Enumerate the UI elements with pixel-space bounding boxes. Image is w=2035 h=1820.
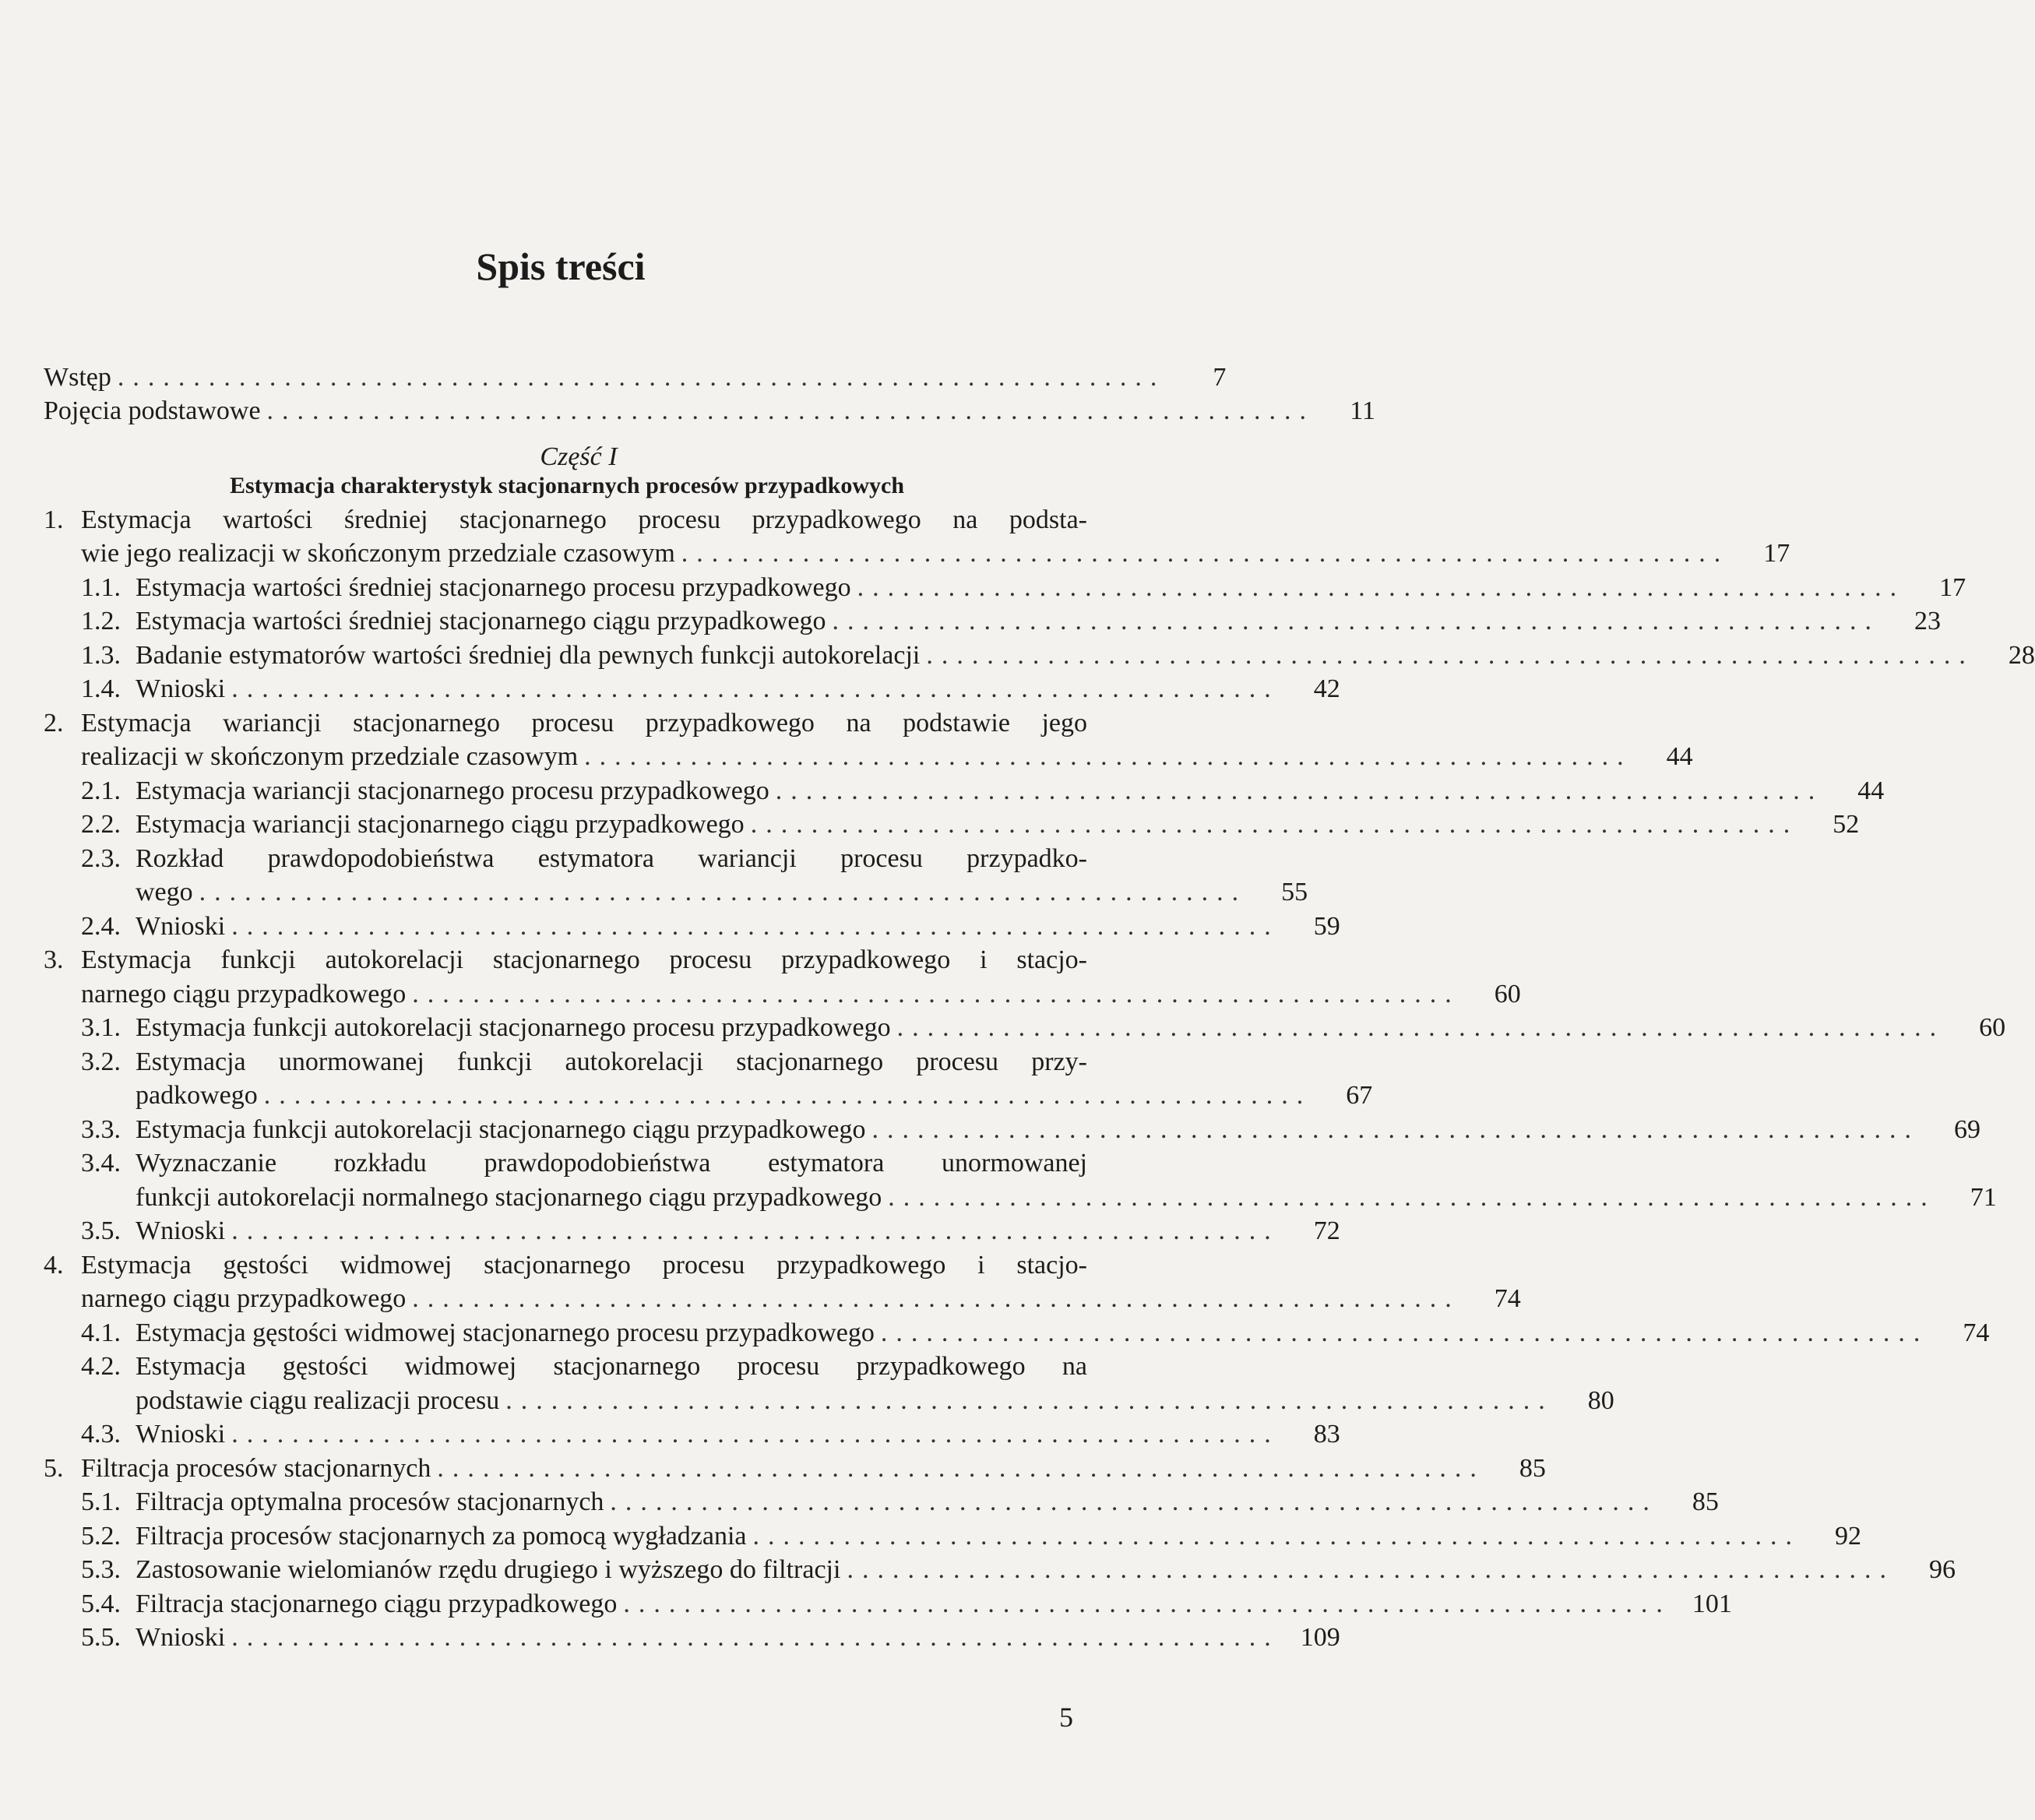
- chapter-list: [44, 501, 2035, 1653]
- entry-page-number: 67: [1346, 1081, 1373, 1110]
- toc-section: [44, 1043, 1373, 1111]
- toc-chapter: [44, 1449, 1546, 1484]
- entry-number: 5.2.: [81, 1521, 121, 1551]
- entry-number: 5.3.: [81, 1555, 121, 1584]
- entry-number: 5.5.: [81, 1623, 121, 1652]
- entry-title: Rozkład prawdopodobieństwa estymatora wariancji procesu przypadko-: [136, 843, 1087, 873]
- entry-title: Estymacja gęstości widmowej stacjonarnego procesu przypadkowego na: [136, 1352, 1087, 1381]
- entry-page-number: 17: [1939, 572, 1966, 602]
- entry-number: 2.4.: [81, 911, 121, 941]
- entry-page-number: 7: [1213, 362, 1227, 392]
- entry-number: 1.: [44, 505, 64, 534]
- toc-section: [44, 1416, 1340, 1450]
- entry-title: Estymacja funkcji autokorelacji stacjonarnego ciągu przypadkowego: [136, 1114, 866, 1144]
- dot-leader: .....................................................................: [505, 1385, 1554, 1415]
- entry-title: funkcji autokorelacji normalnego stacjonarnego ciągu przypadkowego: [136, 1182, 882, 1212]
- entry-line: [44, 1551, 1956, 1586]
- entry-number: 3.1.: [81, 1013, 121, 1042]
- toc-section: [44, 907, 1340, 942]
- entry-line: [44, 501, 1087, 535]
- entry-line: [44, 1416, 1340, 1450]
- toc-chapter: [44, 942, 1521, 1009]
- toc-section: [44, 1213, 1340, 1247]
- table-of-contents: [44, 358, 2035, 1653]
- entry-number: 4.3.: [81, 1420, 121, 1449]
- dot-leader: .....................................................................: [412, 1284, 1460, 1313]
- intro-entries: [44, 358, 1376, 426]
- entry-title: Wnioski: [136, 911, 226, 941]
- entry-number: 4.1.: [81, 1318, 121, 1347]
- entry-page-number: 74: [1494, 1284, 1521, 1313]
- entry-title: wie jego realizacji w skończonym przedziale czasowym: [81, 539, 675, 568]
- toc-section: [44, 840, 1308, 907]
- entry-title: Wyznaczanie rozkładu prawdopodobieństwa estymatora unormowanej: [136, 1149, 1087, 1178]
- entry-line: [44, 840, 1087, 874]
- entry-number: 2.2.: [81, 810, 121, 839]
- toc-section: [44, 1551, 1956, 1586]
- entry-title: Estymacja gęstości widmowej stacjonarnego procesu przypadkowego i stacjo-: [81, 1250, 1087, 1280]
- dot-leader: .....................................................................: [231, 911, 1280, 941]
- dot-leader: .....................................................................: [117, 362, 1166, 392]
- entry-page-number: 52: [1833, 810, 1860, 839]
- dot-leader: .....................................................................: [871, 1114, 1920, 1144]
- entry-number: 3.5.: [81, 1216, 121, 1245]
- entry-line: [136, 874, 1308, 908]
- dot-leader: .....................................................................: [266, 396, 1315, 425]
- entry-number: 1.2.: [81, 607, 121, 635]
- entry-page-number: 11: [1350, 396, 1376, 425]
- entry-title: Estymacja wariancji stacjonarnego procesu przypadkowego na podstawie jego: [81, 708, 1087, 738]
- entry-title: narnego ciągu przypadkowego: [81, 979, 407, 1009]
- entry-line: [44, 603, 1942, 637]
- toc-chapter: [44, 1246, 1521, 1314]
- entry-line: [44, 1043, 1087, 1077]
- entry-page-number: 55: [1281, 878, 1308, 906]
- entry-page-number: 72: [1313, 1216, 1340, 1245]
- entry-line: [44, 1314, 1990, 1348]
- entry-page-number: 59: [1313, 911, 1340, 941]
- dot-leader: .....................................................................: [857, 572, 1906, 602]
- entry-number: 3.3.: [81, 1114, 121, 1144]
- toc-section: [44, 569, 1966, 603]
- entry-line: [44, 942, 1087, 976]
- entry-number: 3.4.: [81, 1149, 121, 1178]
- entry-line: [81, 975, 1521, 1009]
- entry-page-number: 28: [2008, 640, 2035, 670]
- entry-number: 1.3.: [81, 640, 121, 670]
- entry-page-number: 23: [1914, 607, 1942, 635]
- dot-leader: .....................................................................: [775, 776, 1824, 805]
- entry-page-number: 60: [1979, 1013, 2006, 1042]
- entry-page-number: 17: [1763, 539, 1790, 568]
- entry-title: Estymacja gęstości widmowej stacjonarnego procesu przypadkowego: [136, 1318, 875, 1347]
- entry-page-number: 85: [1519, 1453, 1546, 1483]
- entry-title: Wnioski: [136, 674, 226, 703]
- toc-section: [44, 1314, 1990, 1348]
- entry-line: [44, 806, 1860, 840]
- dot-leader: .....................................................................: [880, 1318, 1929, 1347]
- toc-chapter: [44, 704, 1693, 772]
- entry-title: Wnioski: [136, 1420, 226, 1449]
- part-label: Część I: [540, 442, 618, 471]
- dot-leader: .....................................................................: [832, 607, 1881, 635]
- entry-line: [44, 1246, 1087, 1280]
- toc-section: [44, 1484, 1719, 1518]
- entry-page-number: 101: [1692, 1589, 1732, 1618]
- entry-line: [44, 671, 1340, 705]
- entry-line: [136, 1382, 1614, 1416]
- dot-leader: .....................................................................: [231, 1623, 1280, 1652]
- entry-title: Filtracja stacjonarnego ciągu przypadkowego: [136, 1589, 618, 1618]
- entry-line: [44, 1009, 2006, 1044]
- entry-title: Estymacja wartości średniej stacjonarnego ciągu przypadkowego: [136, 607, 826, 635]
- entry-line: [136, 1178, 1997, 1213]
- dot-leader: .....................................................................: [681, 539, 1730, 568]
- entry-number: 2.1.: [81, 776, 121, 805]
- toc-section: [44, 603, 1942, 637]
- toc-entry-intro: [44, 393, 1376, 427]
- entry-number: 3.: [44, 945, 64, 974]
- entry-page-number: 42: [1313, 674, 1340, 703]
- entry-title: Estymacja funkcji autokorelacji stacjonarnego procesu przypadkowego i stacjo-: [81, 945, 1087, 974]
- entry-title: Filtracja optymalna procesów stacjonarnych: [136, 1487, 604, 1516]
- dot-leader: .....................................................................: [752, 1521, 1801, 1551]
- entry-title: Filtracja procesów stacjonarnych za pomocą wygładzania: [136, 1521, 747, 1551]
- entry-page-number: 69: [1953, 1114, 1980, 1144]
- entry-line: [44, 569, 1966, 603]
- toc-entry-intro: [44, 358, 1227, 393]
- entry-title: Wnioski: [136, 1623, 226, 1652]
- toc-section: [44, 772, 1885, 806]
- entry-page-number: 85: [1692, 1487, 1719, 1516]
- entry-page-number: 83: [1313, 1420, 1340, 1449]
- entry-title: podstawie ciągu realizacji procesu: [136, 1385, 500, 1415]
- entry-title: Wstęp: [44, 362, 111, 392]
- entry-title: Estymacja wartości średniej stacjonarnego procesu przypadkowego: [136, 572, 851, 602]
- part-heading: [0, 426, 1044, 501]
- dot-leader: .....................................................................: [847, 1555, 1895, 1584]
- entry-page-number: 92: [1835, 1521, 1862, 1551]
- toc-section: [44, 1111, 1980, 1145]
- entry-line: [44, 358, 1227, 393]
- part-title: Estymacja charakterystyk stacjonarnych procesów przypadkowych: [229, 473, 905, 498]
- entry-title: Estymacja unormowanej funkcji autokorelacji stacjonarnego procesu przy-: [136, 1047, 1087, 1076]
- entry-title: realizacji w skończonym przedziale czasowym: [81, 742, 579, 771]
- entry-line: [44, 1449, 1546, 1484]
- entry-number: 5.: [44, 1453, 64, 1483]
- toc-section: [44, 1585, 1732, 1619]
- entry-line: [44, 393, 1376, 427]
- entry-title: Zastosowanie wielomianów rzędu drugiego i wyższego do filtracji: [136, 1555, 841, 1584]
- toc-section: [44, 671, 1340, 705]
- entry-line: [44, 704, 1087, 738]
- entry-page-number: 109: [1300, 1623, 1340, 1652]
- dot-leader: .....................................................................: [199, 878, 1248, 906]
- entry-page-number: 44: [1666, 742, 1693, 771]
- entry-number: 2.: [44, 708, 64, 738]
- toc-section: [44, 806, 1860, 840]
- entry-page-number: 44: [1857, 776, 1885, 805]
- dot-leader: .....................................................................: [926, 640, 1974, 670]
- entry-page-number: 80: [1587, 1385, 1614, 1415]
- dot-leader: .....................................................................: [888, 1182, 1936, 1212]
- toc-section: [44, 1348, 1614, 1416]
- entry-number: 1.1.: [81, 572, 121, 602]
- entry-line: [44, 907, 1340, 942]
- entry-page-number: 71: [1970, 1182, 1997, 1212]
- entry-title: Filtracja procesów stacjonarnych: [81, 1453, 431, 1483]
- dot-leader: .....................................................................: [750, 810, 1799, 839]
- dot-leader: .....................................................................: [437, 1453, 1485, 1483]
- dot-leader: .....................................................................: [610, 1487, 1658, 1516]
- dot-leader: .....................................................................: [623, 1589, 1671, 1618]
- entry-page-number: 60: [1494, 979, 1521, 1009]
- page-number: 5: [1059, 1702, 1073, 1733]
- toc-section: [44, 1619, 1340, 1653]
- page-title: Spis treści: [476, 245, 646, 288]
- entry-line: [44, 636, 2035, 671]
- entry-line: [44, 1585, 1732, 1619]
- entry-number: 5.4.: [81, 1589, 121, 1618]
- toc-section: [44, 1517, 1862, 1551]
- dot-leader: .....................................................................: [231, 1216, 1280, 1245]
- entry-number: 4.2.: [81, 1352, 121, 1381]
- entry-line: [44, 1213, 1340, 1247]
- toc-chapter: [44, 501, 1790, 569]
- entry-line: [44, 1145, 1087, 1179]
- entry-title: Estymacja wariancji stacjonarnego ciągu przypadkowego: [136, 810, 745, 839]
- entry-line: [44, 1111, 1980, 1145]
- entry-page-number: 74: [1963, 1318, 1990, 1347]
- toc-section: [44, 1009, 2006, 1044]
- entry-title: Estymacja wariancji stacjonarnego procesu przypadkowego: [136, 776, 769, 805]
- entry-line: [44, 1484, 1719, 1518]
- entry-title: wego: [136, 878, 193, 906]
- dot-leader: .....................................................................: [263, 1081, 1312, 1110]
- entry-number: 3.2.: [81, 1047, 121, 1076]
- entry-line: [44, 1517, 1862, 1551]
- entry-title: Estymacja funkcji autokorelacji stacjonarnego procesu przypadkowego: [136, 1013, 891, 1042]
- entry-title: Estymacja wartości średniej stacjonarnego procesu przypadkowego na podsta-: [81, 505, 1087, 534]
- entry-number: 1.4.: [81, 674, 121, 703]
- entry-title: Badanie estymatorów wartości średniej dla pewnych funkcji autokorelacji: [136, 640, 921, 670]
- entry-line: [136, 1077, 1373, 1111]
- dot-leader: .....................................................................: [231, 674, 1280, 703]
- toc-section: [44, 636, 2035, 671]
- entry-title: padkowego: [136, 1081, 258, 1110]
- entry-line: [81, 1280, 1521, 1315]
- entry-line: [44, 772, 1885, 806]
- entry-line: [81, 535, 1790, 569]
- entry-page-number: 96: [1928, 1555, 1956, 1584]
- entry-title: Pojęcia podstawowe: [44, 396, 261, 425]
- dot-leader: .....................................................................: [584, 742, 1632, 771]
- dot-leader: .....................................................................: [412, 979, 1460, 1009]
- dot-leader: .....................................................................: [896, 1013, 1945, 1042]
- entry-number: 4.: [44, 1250, 64, 1280]
- entry-line: [44, 1348, 1087, 1382]
- dot-leader: .....................................................................: [231, 1420, 1280, 1449]
- entry-title: Wnioski: [136, 1216, 226, 1245]
- entry-number: 5.1.: [81, 1487, 121, 1516]
- entry-title: narnego ciągu przypadkowego: [81, 1284, 407, 1313]
- entry-line: [81, 738, 1693, 773]
- entry-number: 2.3.: [81, 843, 121, 873]
- entry-line: [44, 1619, 1340, 1653]
- toc-section: [44, 1145, 1997, 1213]
